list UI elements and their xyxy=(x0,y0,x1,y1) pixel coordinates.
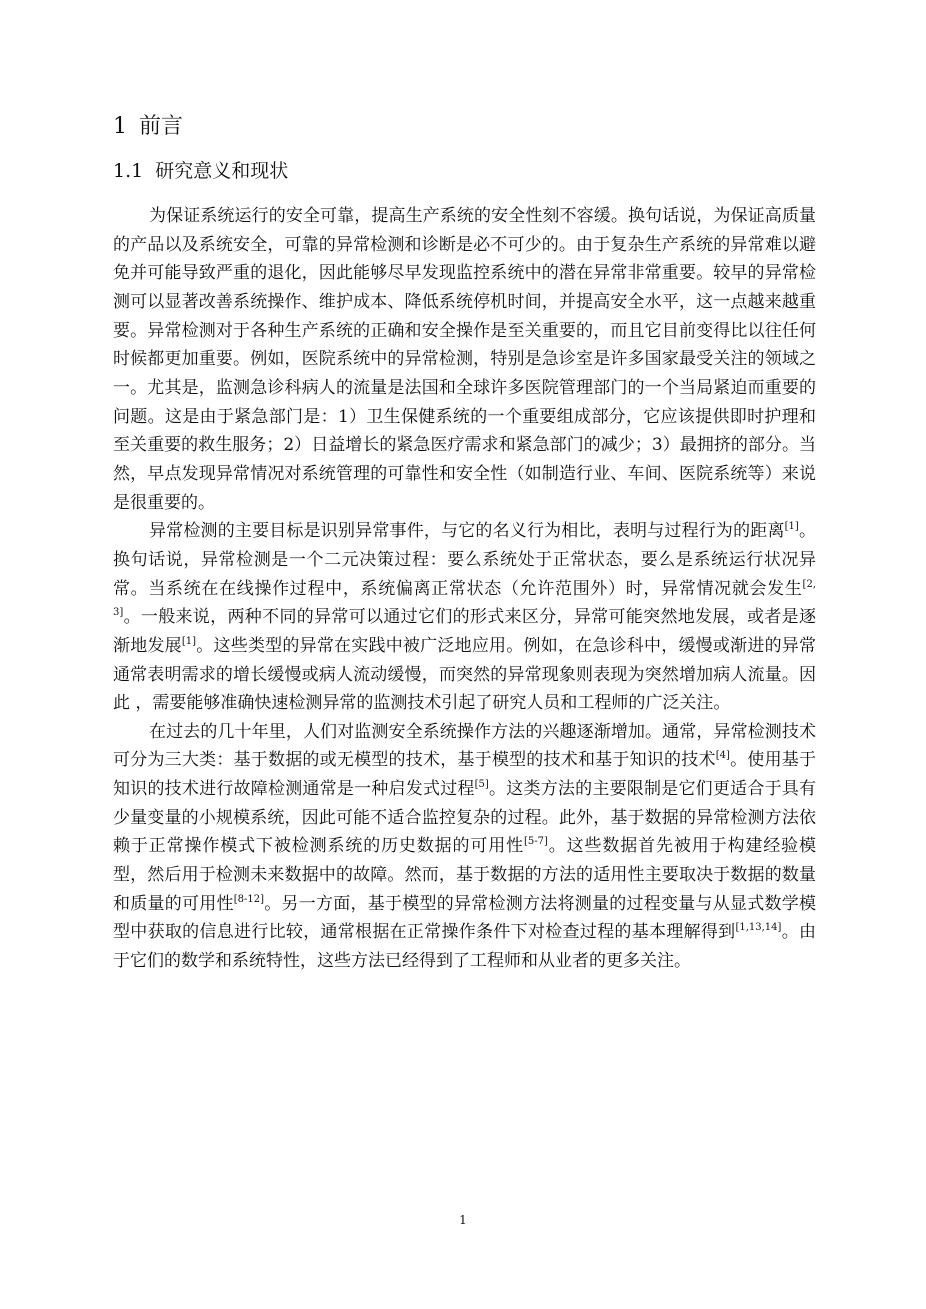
paragraph-text: 。另一方面，基于模型的异常检测方法将测量的过程变量与从显式数学模型中获取的信息进行比较，通常根据在正常操作条件下对检查过程的基本理解得到 xyxy=(113,893,817,943)
citation-ref: [5-7] xyxy=(524,836,548,848)
chapter-title: 前言 xyxy=(139,114,184,139)
paragraph-text: 。换句话说，异常检测是一个二元决策过程：要么系统处于正常状态，要么是系统运行状况异常。当系统在在线操作过程中，系统偏离正常状态（允许范围外）时，异常情况就会发生 xyxy=(113,521,817,599)
body-text xyxy=(113,202,816,976)
chapter-heading xyxy=(113,112,183,142)
page-number: 1 xyxy=(459,1213,467,1227)
paragraph-text: 。这些类型的异常在实践中被广泛地应用。例如，在急诊科中，缓慢或渐进的异常通常表明需求的增长缓慢或病人流动缓慢，而突然的异常现象则表现为突然增加病人流量。因此 ，需要能够准确快速检测异常的监测技术引起了研究人员和工程师的广泛关注。 xyxy=(113,635,817,714)
paragraph-text: 异常检测的主要目标是识别异常事件，与它的名义行为相比，表明与过程行为的距离 xyxy=(149,521,785,542)
body-paragraph xyxy=(113,202,816,517)
paragraph-text: 。由于它们的数学和系统特性，这些方法已经得到了工程师和从业者的更多关注。 xyxy=(113,922,817,972)
paragraph-text: 在过去的几十年里，人们对监测安全系统操作方法的兴趣逐渐增加。通常，异常检测技术可分为三大类：基于数据的或无模型的技术，基于模型的技术和基于知识的技术 xyxy=(113,721,816,771)
citation-ref: [8-12] xyxy=(233,893,265,905)
section-number: 1.1 xyxy=(113,160,144,182)
paragraph-text: 。一般来说，两种不同的异常可以通过它们的形式来区分，异常可能突然地发展，或者是逐渐地发展 xyxy=(113,607,816,656)
citation-ref: [4] xyxy=(715,750,730,762)
citation-ref: [1] xyxy=(181,635,197,647)
section-title: 研究意义和现状 xyxy=(155,160,289,182)
paragraph-text: 。这类方法的主要限制是它们更适合于具有少量变量的小规模系统，因此可能不适合监控复杂的过程。此外，基于数据的异常检测方法依赖于正常操作模式下被检测系统的历史数据的可用性 xyxy=(113,779,817,857)
citation-ref: [2,3] xyxy=(113,578,816,619)
citation-ref: [1,13,14] xyxy=(735,922,782,934)
citation-ref: [1] xyxy=(784,521,799,533)
paragraph-text: 。这些数据首先被用于构建经验模型，然后用于检测未来数据中的故障。然而，基于数据的方法的适用性主要取决于数据的数量和质量的可用性 xyxy=(113,836,817,914)
section-heading xyxy=(113,157,288,185)
chapter-number: 1 xyxy=(113,114,127,139)
paragraph-text: 为保证系统运行的安全可靠，提高生产系统的安全性刻不容缓。换句话说，为保证高质量的产品以及系统安全，可靠的异常检测和诊断是必不可少的。由于复杂生产系统的异常难以避免并可能导致严重的退化，因此能够尽早发现监控系统中的潜在异常非常重要。较早的异常检测可以显著改善系统操作、维护成本、降低系统停机时间，并提高安全水平，这一点越来越重要。异常检测对于各种生产系统的正确和安全操作是至关重要的，而且它目前变得比以往任何时候都更加重要。例如，医院系统中的异常检测，特别是急诊室是许多国家最受关注的领域之一。尤其是，监测急诊科病人的流量是法国和全球许多医院管理部门的一个当局紧迫而重要的问题。这是由于紧急部门是：1）卫生保健系统的一个重要组成部分，它应该提供即时护理和至关重要的救生服务；2）日益增长的紧急医疗需求和紧急部门的减少；3）最拥挤的部分。当然，早点发现异常情况对系统管理的可靠性和安全性（如制造行业、车间、医院系统等）来说是很重要的。 xyxy=(113,206,816,513)
paragraph-text: 。使用基于知识的技术进行故障检测通常是一种启发式过程 xyxy=(113,750,817,800)
citation-ref: [5] xyxy=(474,779,489,791)
body-paragraph xyxy=(113,517,816,718)
body-paragraph xyxy=(113,718,816,976)
